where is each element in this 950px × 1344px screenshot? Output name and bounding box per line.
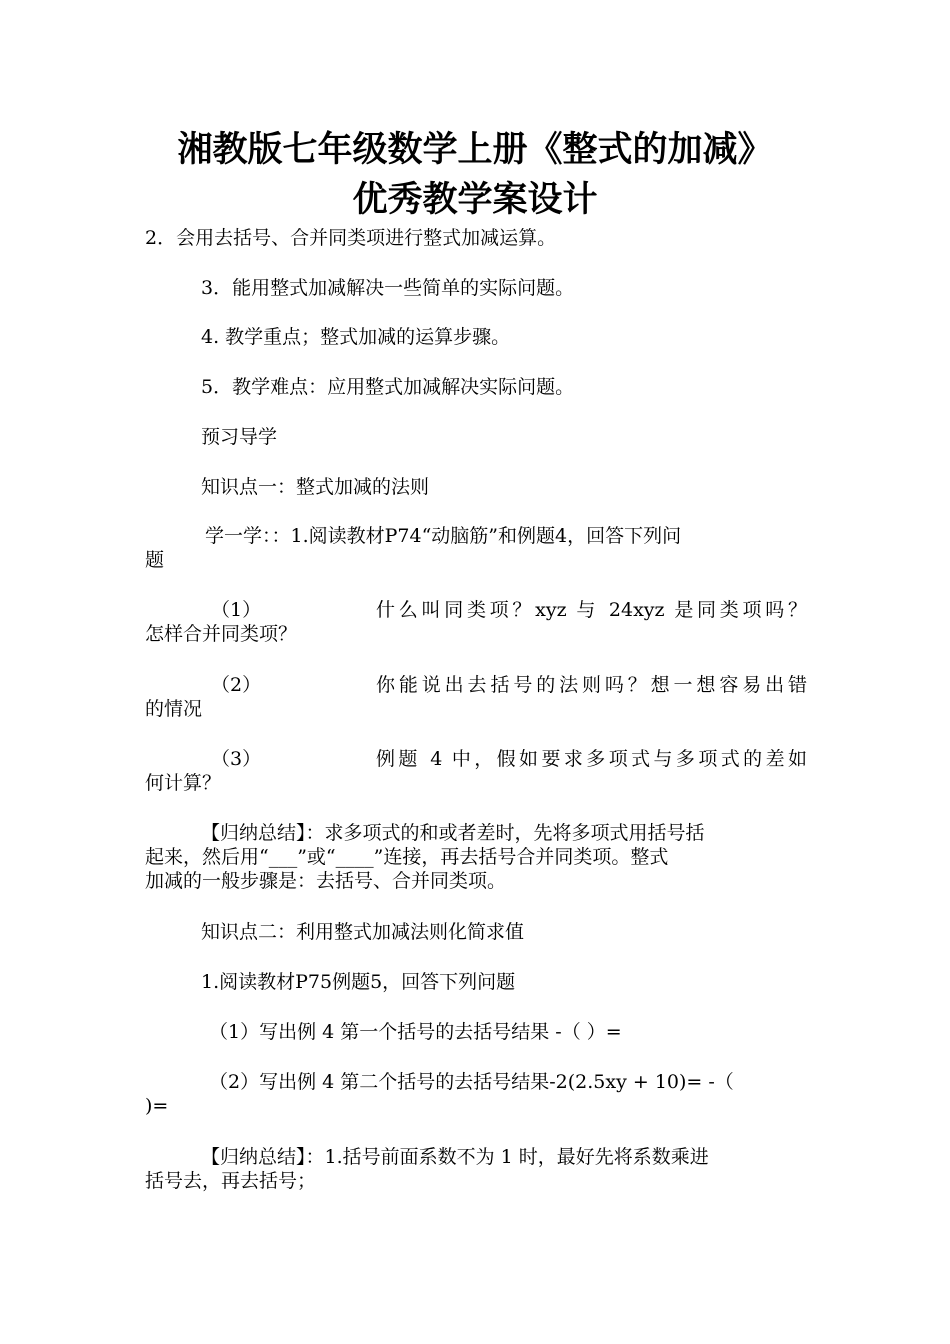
question-1-line-2: 怎样合并同类项？ xyxy=(145,623,298,645)
question-3-line-1: 例题 4 中，假如要求多项式与多项式的差如 xyxy=(376,748,807,770)
question-2-line-1: 你能说出去括号的法则吗？想一想容易出错 xyxy=(376,674,807,696)
summary-2-line-2: 括号去，再去括号； xyxy=(145,1170,317,1192)
sub-question-2-line-2: )= xyxy=(145,1095,169,1117)
question-3-line-2: 何计算？ xyxy=(145,772,222,794)
question-3-label: （3） xyxy=(211,748,262,770)
sub-question-1: （1）写出例 4 第一个括号的去括号结果 -（ ）= xyxy=(209,1021,622,1043)
knowledge-point-2-heading: 知识点二：利用整式加减法则化简求值 xyxy=(201,921,525,943)
section-heading-preview: 预习导学 xyxy=(201,426,278,448)
sub-question-2-line-1: （2）写出例 4 第二个括号的去括号结果-2(2.5xy + 10)= -（ xyxy=(209,1071,734,1093)
knowledge-point-1-heading: 知识点一：整式加减的法则 xyxy=(201,476,430,498)
document-title-line2: 优秀教学案设计 xyxy=(352,179,598,220)
summary-2-line-1: 【归纳总结】：1.括号前面系数不为 1 时，最好先将系数乘进 xyxy=(201,1146,709,1168)
summary-2 xyxy=(145,1145,807,1193)
question-3 xyxy=(145,747,807,795)
learn-paragraph xyxy=(145,524,807,572)
summary-1-line-1: 【归纳总结】：求多项式的和或者差时，先将多项式用括号括 xyxy=(201,822,705,844)
learn-line-1: 学一学：：1.阅读教材P74“动脑筋”和例题4，回答下列问 xyxy=(205,525,682,547)
read-instruction-2: 1.阅读教材P75例题5，回答下列问题 xyxy=(201,971,516,993)
objective-item-4: 4. 教学重点；整式加减的运算步骤。 xyxy=(201,326,511,348)
question-1-line-1: 什么叫同类项？xyz 与 24xyz 是同类项吗？ xyxy=(376,599,807,621)
summary-1-line-3: 加减的一般步骤是：去括号、合并同类项。 xyxy=(145,870,507,892)
question-1-label: （1） xyxy=(211,599,262,621)
document-title-line1: 湘教版七年级数学上册《整式的加减》 xyxy=(177,129,773,170)
sub-question-2 xyxy=(145,1070,807,1118)
objective-item-3: 3．能用整式加减解决一些简单的实际问题。 xyxy=(201,277,575,299)
summary-1 xyxy=(145,821,807,893)
objective-item-5: 5．教学难点：应用整式加减解决实际问题。 xyxy=(201,376,575,398)
question-2-label: （2） xyxy=(211,674,262,696)
question-2-line-2: 的情况 xyxy=(145,698,203,720)
question-2 xyxy=(145,673,807,721)
question-1 xyxy=(145,598,807,646)
summary-1-line-2: 起来，然后用“___”或“____”连接，再去括号合并同类项。整式 xyxy=(145,846,669,868)
objective-item-2: 2．会用去括号、合并同类项进行整式加减运算。 xyxy=(145,227,557,249)
learn-line-2: 题 xyxy=(145,549,165,571)
